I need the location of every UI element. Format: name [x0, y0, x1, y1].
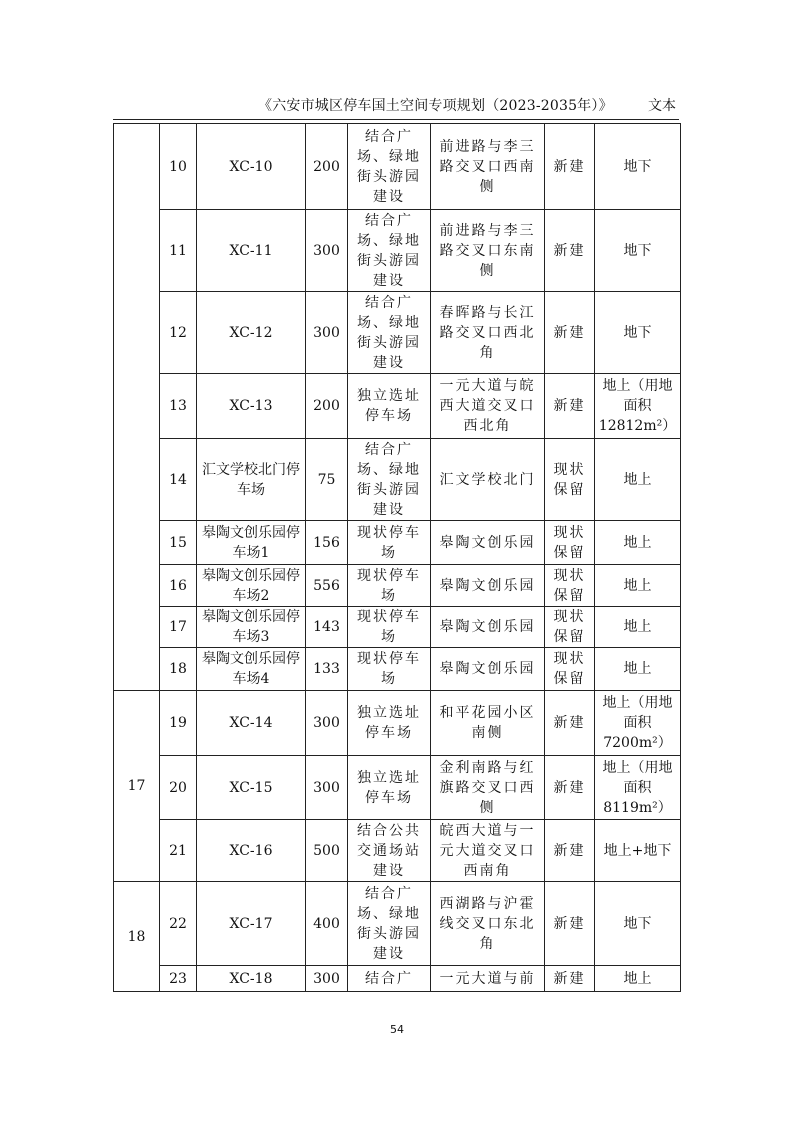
- cell-no: 18: [160, 648, 197, 691]
- cell-name: 皋陶文创乐园停车场3: [197, 607, 306, 648]
- cell-form: 地上（用地面积8119m²）: [595, 756, 681, 820]
- cell-spaces: 556: [306, 565, 348, 607]
- cell-nature: 新建: [545, 374, 595, 439]
- cell-nature: 新建: [545, 292, 595, 374]
- table-row: [114, 607, 681, 648]
- cell-location: 皖西大道与一元大道交叉口西南角: [431, 820, 545, 882]
- cell-spaces: 300: [306, 691, 348, 756]
- cell-nature: 新建: [545, 691, 595, 756]
- cell-name: XC-10: [197, 124, 306, 210]
- cell-spaces: 300: [306, 210, 348, 292]
- table-row: [114, 124, 681, 210]
- table-row: [114, 882, 681, 966]
- cell-no: 17: [160, 607, 197, 648]
- cell-name: 皋陶文创乐园停车场1: [197, 521, 306, 565]
- cell-location: 前进路与李三路交叉口东南侧: [431, 210, 545, 292]
- cell-location: 西湖路与沪霍线交叉口东北角: [431, 882, 545, 966]
- cell-type: 结合广场、绿地街头游园建设: [348, 882, 431, 966]
- cell-form: 地下: [595, 124, 681, 210]
- group-cell: [114, 124, 160, 691]
- cell-name: 皋陶文创乐园停车场4: [197, 648, 306, 691]
- cell-type: 结合广场、绿地街头游园建设: [348, 210, 431, 292]
- cell-form: 地下: [595, 882, 681, 966]
- cell-location: 皋陶文创乐园: [431, 648, 545, 691]
- cell-type: 结合公共交通场站建设: [348, 820, 431, 882]
- table-row: [114, 521, 681, 565]
- cell-form: 地下: [595, 210, 681, 292]
- table-row: [114, 691, 681, 756]
- cell-spaces: 143: [306, 607, 348, 648]
- cell-location: 一元大道与皖西大道交叉口西北角: [431, 374, 545, 439]
- table-row: [114, 756, 681, 820]
- cell-name: XC-11: [197, 210, 306, 292]
- cell-spaces: 500: [306, 820, 348, 882]
- cell-no: 20: [160, 756, 197, 820]
- cell-location: 和平花园小区南侧: [431, 691, 545, 756]
- cell-nature: 新建: [545, 966, 595, 992]
- cell-type: 现状停车场: [348, 521, 431, 565]
- cell-type: 结合广场、绿地街头游园建设: [348, 292, 431, 374]
- cell-form: 地上（用地面积12812m²）: [595, 374, 681, 439]
- cell-spaces: 200: [306, 124, 348, 210]
- cell-spaces: 133: [306, 648, 348, 691]
- cell-location: 金利南路与红旗路交叉口西侧: [431, 756, 545, 820]
- cell-spaces: 200: [306, 374, 348, 439]
- header-title: 《六安市城区停车国土空间专项规划（2023-2035年）》: [258, 98, 613, 114]
- cell-spaces: 300: [306, 966, 348, 992]
- cell-form: 地上: [595, 607, 681, 648]
- cell-name: XC-14: [197, 691, 306, 756]
- cell-form: 地上: [595, 439, 681, 521]
- cell-name: 皋陶文创乐园停车场2: [197, 565, 306, 607]
- cell-nature: 现状保留: [545, 439, 595, 521]
- cell-type: 现状停车场: [348, 607, 431, 648]
- cell-form: 地上: [595, 966, 681, 992]
- cell-no: 11: [160, 210, 197, 292]
- cell-no: 10: [160, 124, 197, 210]
- cell-name: XC-18: [197, 966, 306, 992]
- cell-nature: 新建: [545, 210, 595, 292]
- cell-no: 15: [160, 521, 197, 565]
- cell-location: 一元大道与前: [431, 966, 545, 992]
- cell-nature: 新建: [545, 756, 595, 820]
- cell-nature: 现状保留: [545, 565, 595, 607]
- cell-no: 21: [160, 820, 197, 882]
- table-row: [114, 292, 681, 374]
- cell-name: XC-12: [197, 292, 306, 374]
- cell-name: XC-17: [197, 882, 306, 966]
- cell-location: 春晖路与长江路交叉口西北角: [431, 292, 545, 374]
- cell-location: 皋陶文创乐园: [431, 565, 545, 607]
- cell-type: 现状停车场: [348, 648, 431, 691]
- cell-form: 地上: [595, 521, 681, 565]
- table-row: [114, 565, 681, 607]
- cell-form: 地上: [595, 565, 681, 607]
- cell-location: 前进路与李三路交叉口西南侧: [431, 124, 545, 210]
- table-row: [114, 648, 681, 691]
- cell-name: XC-16: [197, 820, 306, 882]
- cell-nature: 新建: [545, 882, 595, 966]
- cell-no: 19: [160, 691, 197, 756]
- group-cell: 18: [114, 882, 160, 992]
- cell-no: 23: [160, 966, 197, 992]
- cell-nature: 新建: [545, 820, 595, 882]
- cell-nature: 现状保留: [545, 648, 595, 691]
- cell-nature: 新建: [545, 124, 595, 210]
- cell-name: XC-13: [197, 374, 306, 439]
- cell-nature: 现状保留: [545, 607, 595, 648]
- cell-form: 地上+地下: [595, 820, 681, 882]
- cell-nature: 现状保留: [545, 521, 595, 565]
- cell-type: 独立选址停车场: [348, 756, 431, 820]
- cell-spaces: 156: [306, 521, 348, 565]
- group-cell: 17: [114, 691, 160, 882]
- table-row: [114, 966, 681, 992]
- cell-no: 14: [160, 439, 197, 521]
- table-row: [114, 820, 681, 882]
- cell-no: 12: [160, 292, 197, 374]
- cell-type: 独立选址停车场: [348, 374, 431, 439]
- cell-form: 地下: [595, 292, 681, 374]
- cell-type: 现状停车场: [348, 565, 431, 607]
- cell-spaces: 300: [306, 756, 348, 820]
- cell-spaces: 300: [306, 292, 348, 374]
- table-row: [114, 210, 681, 292]
- cell-spaces: 400: [306, 882, 348, 966]
- header-tag: 文本: [648, 98, 676, 114]
- cell-location: 皋陶文创乐园: [431, 607, 545, 648]
- header-divider: [113, 119, 679, 120]
- cell-name: XC-15: [197, 756, 306, 820]
- parking-plan-table: [113, 123, 681, 992]
- cell-location: 皋陶文创乐园: [431, 521, 545, 565]
- cell-name: 汇文学校北门停车场: [197, 439, 306, 521]
- table-row: [114, 374, 681, 439]
- cell-form: 地上（用地面积7200m²）: [595, 691, 681, 756]
- cell-spaces: 75: [306, 439, 348, 521]
- table-row: [114, 439, 681, 521]
- cell-type: 结合广场、绿地街头游园建设: [348, 439, 431, 521]
- cell-form: 地上: [595, 648, 681, 691]
- cell-type: 独立选址停车场: [348, 691, 431, 756]
- cell-no: 22: [160, 882, 197, 966]
- cell-no: 13: [160, 374, 197, 439]
- page-number: 54: [390, 1023, 404, 1036]
- cell-no: 16: [160, 565, 197, 607]
- cell-type: 结合广场、绿地街头游园建设: [348, 124, 431, 210]
- cell-type: 结合广: [348, 966, 431, 992]
- cell-location: 汇文学校北门: [431, 439, 545, 521]
